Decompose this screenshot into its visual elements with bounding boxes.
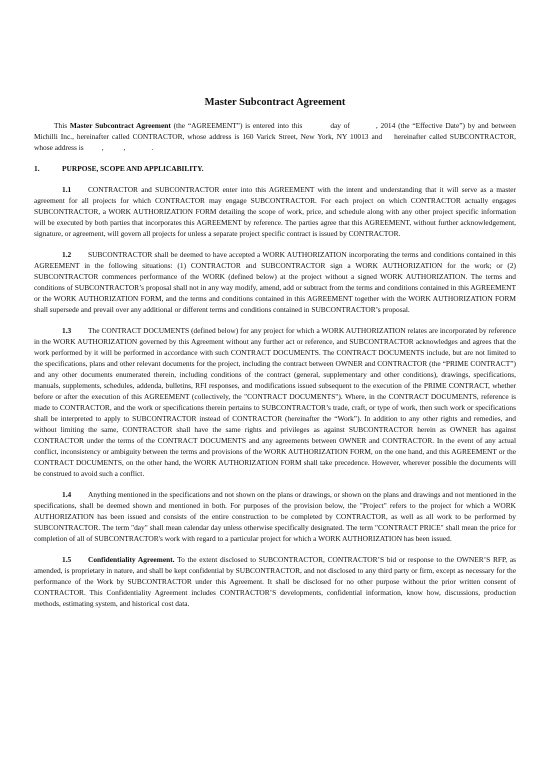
paragraph-number: 1.2 xyxy=(62,250,72,259)
intro-text: This xyxy=(54,121,70,130)
intro-text: hereinafter called SUBCONTRACTOR, whose address is xyxy=(34,132,516,152)
document-page xyxy=(34,96,516,619)
section-number: 1. xyxy=(34,164,40,173)
intro-text: , 2014 (the “Effective Date”) by and between Michilli Inc., hereinafter called CONTRACTOR, whose address is 160 Varick Street, New York, NY 10013 and xyxy=(34,121,516,141)
paragraph-number: 1.4 xyxy=(62,490,72,499)
section-title: PURPOSE, SCOPE AND APPLICABILITY. xyxy=(62,164,204,173)
paragraph-1-2 xyxy=(34,249,516,315)
paragraph-number: 1.5 xyxy=(62,555,72,564)
paragraph-1-5 xyxy=(34,554,516,609)
paragraph-lead: Confidentiality Agreement. xyxy=(88,555,175,564)
intro-text: . xyxy=(151,143,154,152)
paragraph-text: To the extent disclosed to SUBCONTRACTOR, CONTRACTOR’S bid or response to the OWNER’S RFP, as amended, is proprietary in nature, and shall be kept confidential by SUBCONTRACTOR, and not disclosed to any third party or firm, except as necessary for the performance of the Work by SUBCONTRACTOR under this Agreement. It shall be disclosed for no other purpose without the prior written consent of CONTRACTOR. This Confidentiality Agreement includes CONTRACTOR’S developments, confidential information, know how, discussions, production methods, estimating system, and historical cost data. xyxy=(34,555,516,608)
paragraph-1-4 xyxy=(34,489,516,544)
paragraph-number: 1.3 xyxy=(62,326,72,335)
paragraph-1-1 xyxy=(34,184,516,239)
section-heading xyxy=(34,163,516,174)
paragraph-1-3 xyxy=(34,325,516,479)
document-title: Master Subcontract Agreement xyxy=(204,97,346,108)
agreement-name: Master Subcontract Agreement xyxy=(69,121,171,130)
paragraph-text: Anything mentioned in the specifications and not shown on the plans or drawings, or shown on the plans and drawings and not mentioned in the specifications, shall be deemed shown and mentioned in both. For purposes of the provision below, the "Project" refers to the project for which a WORK AUTHORIZATION has been issued and consists of the entire construction to be completed by CONTRACTOR, as well as all work to be performed by SUBCONTRACTOR. The term "day" shall mean calendar day unless otherwise specifically designated. The term "CONTRACT PRICE" shall mean the price for completion of all of SUBCONTRACTOR's work with regard to a particular project for which a WORK AUTHORIZATION has been issued. xyxy=(34,490,516,543)
paragraph-text: SUBCONTRACTOR shall be deemed to have accepted a WORK AUTHORIZATION incorporating the terms and conditions contained in this AGREEMENT in the following situations: (1) CONTRACTOR and SUBCONTRACTOR sign a WORK AUTHORIZATION for the work; or (2) SUBCONTRACTOR commences performance of the WORK (defined below) at the project without a signed WORK AUTHORIZATION. The terms and conditions of SUBCONTRACTOR’s proposal shall not in any way modify, amend, add or subtract from the terms and conditions contained in this AGREEMENT or the WORK AUTHORIZATION FORM, and the terms and conditions contained in this AGREEMENT together with the WORK AUTHORIZATION FORM shall supersede and prevail over any additional or different terms and conditions contained in SUBCONTRACTOR’s proposal. xyxy=(34,250,516,314)
intro-text: , xyxy=(101,143,104,152)
intro-paragraph xyxy=(34,120,516,153)
intro-text: day of xyxy=(330,121,350,130)
paragraph-text: The CONTRACT DOCUMENTS (defined below) for any project for which a WORK AUTHORIZATION relates are incorporated by reference in the WORK AUTHORIZATION governed by this Agreement without any further act or reference, and SUBCONTRACTOR acknowledges and agrees that the work performed by it will be performed in accordance with such CONTRACT DOCUMENTS. The CONTRACT DOCUMENTS include, but are not limited to the specifications, plans and other relevant documents for the project, including the contract between OWNER and CONTRACTOR (the “PRIME CONTRACT”) and any other documents enumerated therein, including conditions of the contract (general, supplementary and other conditions), drawings, specifications, manuals, supplements, schedules, addenda, bulletins, RFI responses, and modifications issued subsequent to the execution of the PRIME CONTRACT, whether before or after the execution of this AGREEMENT (collectively, the "CONTRACT DOCUMENTS"). Where, in the CONTRACT DOCUMENTS, reference is made to CONTRACTOR, and the work or specifications therein pertains to SUBCONTRACTOR’s trade, craft, or type of work, then such work or specifications shall be interpreted to apply to SUBCONTRACTOR instead of CONTRACTOR (hereinafter the “Work”). In addition to any other rights and remedies, and without limiting the same, CONTRACTOR shall have the same rights and privileges as against SUBCONTRACTOR herein as OWNER has against CONTRACTOR under the terms of the CONTRACT DOCUMENTS and any agreements between OWNER and CONTRACTOR. In the event of any actual conflict, inconsistency or ambiguity between the terms and provisions of the WORK AUTHORIZATION FORM, on the one hand, and this AGREEMENT or the CONTRACT DOCUMENTS, on the other hand, the WORK AUTHORIZATION FORM shall take precedence. However, wherever possible the documents will be construed to avoid such a conflict. xyxy=(34,326,516,478)
paragraph-text: CONTRACTOR and SUBCONTRACTOR enter into this AGREEMENT with the intent and understanding that it will serve as a master agreement for all projects for which CONTRACTOR may engage SUBCONTRACTOR. For each project on which CONTRACTOR actually engages SUBCONTRACTOR, a WORK AUTHORIZATION FORM detailing the scope of work, price, and schedule along with any other project specific information will be executed by both parties that incorporates this AGREEMENT by reference. The parties agree that this AGREEMENT, without further acknowledgement, signature, or agreement, will govern all projects for unless a separate project specific contract is issued by CONTRACTOR. xyxy=(34,185,516,238)
paragraph-number: 1.1 xyxy=(62,185,72,194)
intro-text: (the “AGREEMENT”) is entered into this xyxy=(170,121,303,130)
intro-text: , xyxy=(123,143,126,152)
